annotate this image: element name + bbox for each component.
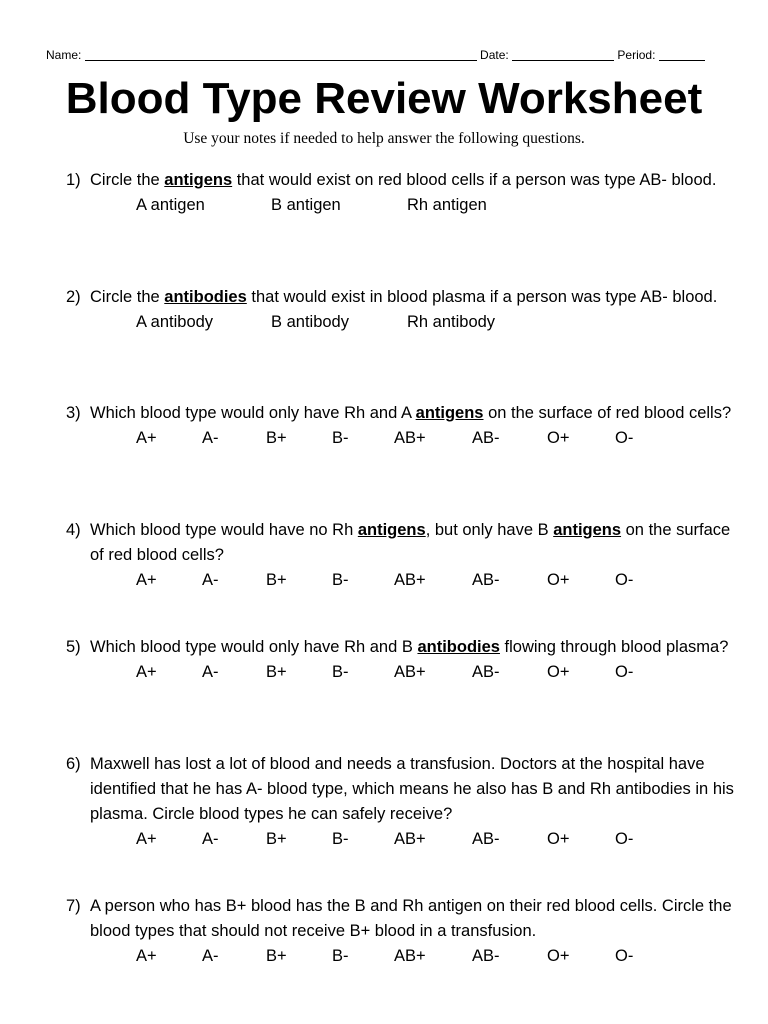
answer-choice[interactable]: AB+ [394, 830, 426, 848]
question-2 [66, 285, 736, 335]
answer-choice[interactable]: AB- [472, 429, 500, 447]
answer-choice[interactable]: AB- [472, 947, 500, 965]
answer-choice[interactable]: A+ [136, 571, 157, 589]
answer-choice[interactable]: O+ [547, 830, 570, 848]
question-text: A person who has B+ blood has the B and Rh antigen on their red blood cells. Circle the blood types that should not receive B+ blood in a transfusion. [90, 897, 732, 940]
answer-choice[interactable]: A- [202, 830, 219, 848]
period-blank[interactable] [659, 48, 705, 61]
student-info-header [46, 48, 722, 62]
question-number: 3) [66, 404, 81, 422]
question-number: 6) [66, 755, 81, 773]
answer-choice[interactable]: B+ [266, 663, 287, 681]
answer-choice[interactable]: O- [615, 830, 634, 848]
question-number: 2) [66, 288, 81, 306]
answer-choice[interactable]: B- [332, 947, 349, 965]
question-text: Which blood type would have no Rh antigens, but only have B antigens on the surface of red blood cells? [90, 521, 731, 564]
question-number: 4) [66, 521, 81, 539]
question-number: 1) [66, 171, 81, 189]
name-blank[interactable] [85, 48, 477, 61]
answer-choice[interactable]: Rh antigen [407, 196, 487, 214]
answer-choice[interactable]: B+ [266, 571, 287, 589]
question-text: Circle the antigens that would exist on red blood cells if a person was type AB- blood. [90, 171, 717, 189]
answer-choice[interactable]: AB+ [394, 571, 426, 589]
question-text: Maxwell has lost a lot of blood and needs a transfusion. Doctors at the hospital have identified that he has A- blood type, which means he also has B and Rh antibodies in his plasma. Circle blood types he can safely receive? [90, 755, 734, 823]
answer-choice[interactable]: AB- [472, 571, 500, 589]
answer-choice[interactable]: O+ [547, 663, 570, 681]
question-3 [66, 401, 736, 451]
answer-choice[interactable]: AB+ [394, 947, 426, 965]
answer-choice[interactable]: A- [202, 947, 219, 965]
answer-choice[interactable]: A antibody [136, 313, 214, 331]
date-blank[interactable] [512, 48, 614, 61]
answer-choices [66, 310, 736, 335]
answer-choices [66, 944, 736, 969]
answer-choice[interactable]: AB- [472, 830, 500, 848]
answer-choices [66, 568, 736, 593]
answer-choice[interactable]: O+ [547, 571, 570, 589]
answer-choice[interactable]: AB- [472, 663, 500, 681]
answer-choice[interactable]: O+ [547, 429, 570, 447]
keyword: antigens [553, 521, 622, 539]
question-4 [66, 518, 736, 593]
question-number: 7) [66, 897, 81, 915]
answer-choice[interactable]: B- [332, 830, 349, 848]
answer-choice[interactable]: A- [202, 571, 219, 589]
question-text: Which blood type would only have Rh and A antigens on the surface of red blood cells? [90, 404, 732, 422]
answer-choice[interactable]: O- [615, 947, 634, 965]
answer-choices [66, 660, 736, 685]
answer-choice[interactable]: B- [332, 429, 349, 447]
answer-choice[interactable]: Rh antibody [407, 313, 496, 331]
answer-choice[interactable]: AB+ [394, 429, 426, 447]
answer-choice[interactable]: O- [615, 571, 634, 589]
answer-choice[interactable]: A+ [136, 947, 157, 965]
keyword: antibodies [417, 638, 500, 656]
question-1 [66, 168, 736, 218]
answer-choice[interactable]: B+ [266, 830, 287, 848]
answer-choice[interactable]: B- [332, 571, 349, 589]
answer-choice[interactable]: A+ [136, 663, 157, 681]
answer-choice[interactable]: AB+ [394, 663, 426, 681]
question-number: 5) [66, 638, 81, 656]
answer-choice[interactable]: B+ [266, 947, 287, 965]
answer-choice[interactable]: B antibody [271, 313, 349, 331]
answer-choice[interactable]: O- [615, 429, 634, 447]
worksheet-title: Blood Type Review Worksheet [65, 74, 703, 123]
keyword: antigens [415, 404, 484, 422]
keyword: antigens [357, 521, 426, 539]
answer-choice[interactable]: B- [332, 663, 349, 681]
question-text: Which blood type would only have Rh and B antibodies flowing through blood plasma? [90, 638, 729, 656]
answer-choices [66, 193, 736, 218]
answer-choice[interactable]: O+ [547, 947, 570, 965]
answer-choice[interactable]: A+ [136, 830, 157, 848]
answer-choice[interactable]: A+ [136, 429, 157, 447]
answer-choices [66, 426, 736, 451]
answer-choice[interactable]: B antigen [271, 196, 341, 214]
period-label: Period: [617, 48, 656, 62]
question-6 [66, 752, 736, 852]
worksheet-instructions: Use your notes if needed to help answer the following questions. [183, 130, 585, 147]
answer-choice[interactable]: A- [202, 663, 219, 681]
answer-choice[interactable]: O- [615, 663, 634, 681]
question-7 [66, 894, 736, 969]
answer-choice[interactable]: A- [202, 429, 219, 447]
question-text: Circle the antibodies that would exist in blood plasma if a person was type AB- blood. [90, 288, 718, 306]
answer-choice[interactable]: B+ [266, 429, 287, 447]
name-label: Name: [46, 48, 82, 62]
question-5 [66, 635, 736, 685]
keyword: antibodies [164, 288, 247, 306]
answer-choices [66, 827, 736, 852]
keyword: antigens [164, 171, 233, 189]
answer-choice[interactable]: A antigen [136, 196, 205, 214]
date-label: Date: [480, 48, 509, 62]
